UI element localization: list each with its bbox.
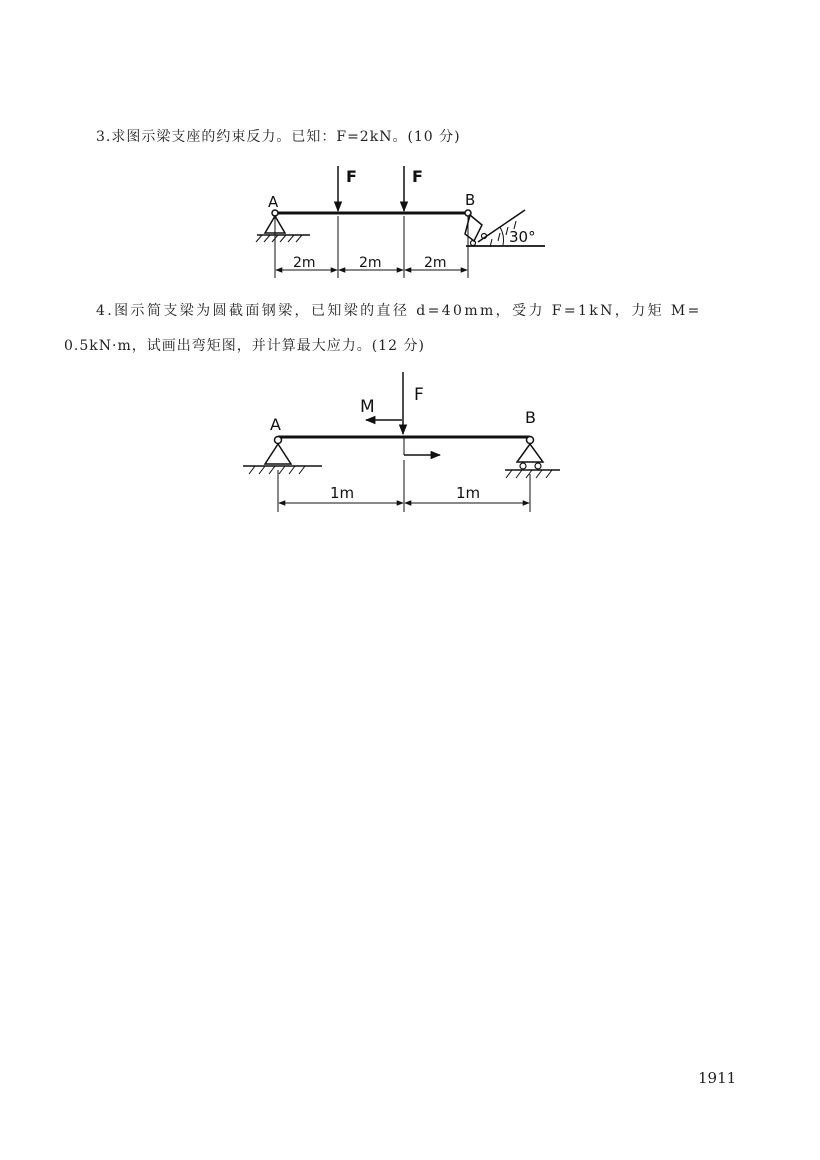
question-4-figure: [243, 372, 560, 512]
q4-label-b: B: [525, 408, 536, 427]
q3-support-a: [256, 210, 310, 242]
q3-angle-label: 30°: [509, 228, 536, 246]
q4-support-a: [243, 437, 322, 475]
q4-span-1: 1m: [330, 484, 355, 502]
question-3-figure: [256, 166, 545, 278]
q3-span-1: 2m: [293, 255, 316, 271]
q3-span-2: 2m: [359, 255, 382, 271]
q4-force-label: F: [414, 385, 424, 405]
question-4-text-line-1: 4.图示简支梁为圆截面钢梁，已知梁的直径 d=40mm，受力 F=1kN，力矩 M=: [96, 303, 702, 319]
question-3-text: 3.求图示梁支座的约束反力。已知：F=2kN。(10 分): [96, 129, 461, 145]
q4-moment-label: M: [360, 397, 375, 417]
q3-force-1-label: F: [346, 167, 357, 186]
q3-label-b: B: [465, 191, 476, 209]
q3-span-3: 2m: [424, 255, 447, 271]
q4-label-a: A: [270, 415, 281, 434]
page-number: 1911: [698, 1069, 737, 1087]
q4-support-b: [505, 437, 560, 479]
q4-dimensions: [278, 460, 530, 512]
q3-force-2-label: F: [412, 167, 423, 186]
question-4-text-line-2: 0.5kN·m，试画出弯矩图，并计算最大应力。(12 分): [64, 338, 425, 354]
q4-span-2: 1m: [456, 484, 481, 502]
q3-label-a: A: [268, 193, 279, 211]
